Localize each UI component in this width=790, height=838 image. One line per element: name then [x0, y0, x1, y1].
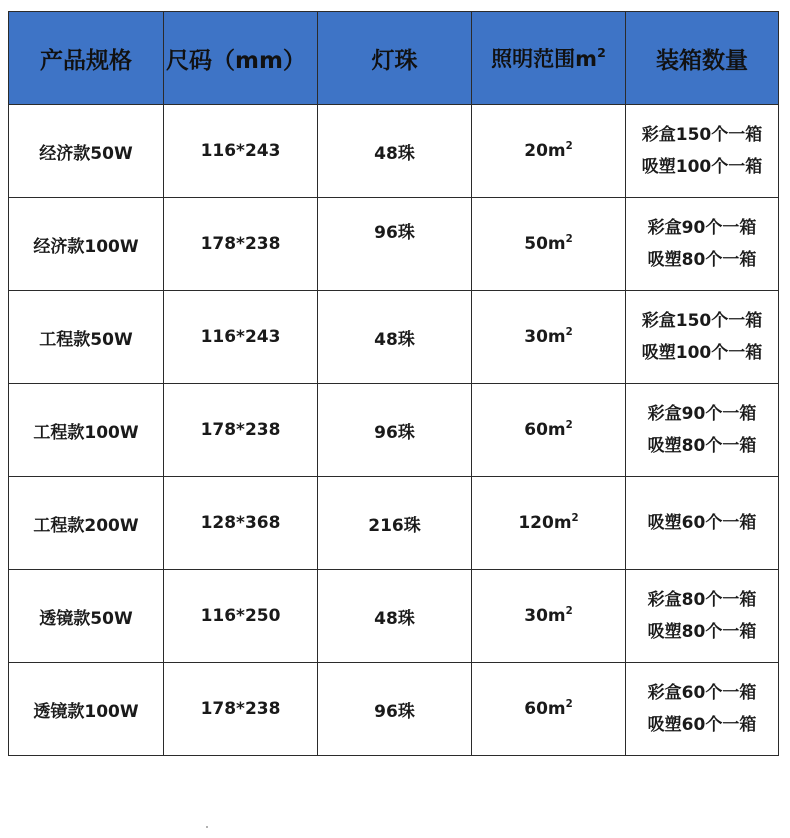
cell-area: [472, 570, 626, 663]
header-row: [9, 12, 779, 105]
cell-spec: 透镜款50W: [9, 570, 164, 663]
cell-area-value: 30m: [524, 606, 566, 626]
cell-size: 178*238: [164, 384, 318, 477]
cell-area-sup: 2: [565, 326, 573, 338]
packing-line: 彩盒60个一箱: [647, 683, 757, 703]
cell-beads: 48珠: [318, 291, 472, 384]
cell-area: [472, 663, 626, 756]
packing-line: 吸塑100个一箱: [641, 157, 763, 177]
cell-size: 116*243: [164, 105, 318, 198]
cell-packing: [626, 105, 779, 198]
packing-line: 彩盒90个一箱: [647, 404, 757, 424]
cell-area-sup: 2: [565, 419, 573, 431]
packing-line: 吸塑60个一箱: [647, 715, 757, 735]
cell-packing: [626, 570, 779, 663]
cell-beads: 48珠: [318, 105, 472, 198]
cell-area-value: 50m: [524, 234, 566, 254]
cell-spec: 工程款200W: [9, 477, 164, 570]
cell-area: [472, 477, 626, 570]
packing-line: 彩盒80个一箱: [647, 590, 757, 610]
table-row: [9, 477, 779, 570]
cell-spec: 工程款100W: [9, 384, 164, 477]
cell-spec: 透镜款100W: [9, 663, 164, 756]
cell-spec: 经济款100W: [9, 198, 164, 291]
cell-beads: 96珠: [318, 663, 472, 756]
cell-packing: [626, 663, 779, 756]
header-packing: 装箱数量: [626, 12, 779, 105]
cell-area-value: 60m: [524, 699, 566, 719]
cell-area-sup: 2: [565, 605, 573, 617]
product-spec-table: [8, 11, 779, 756]
cell-area: [472, 384, 626, 477]
packing-line: 吸塑80个一箱: [647, 622, 757, 642]
cell-packing: [626, 291, 779, 384]
table-row: [9, 291, 779, 384]
cell-area-sup: 2: [571, 512, 579, 524]
packing-line: 吸塑80个一箱: [647, 436, 757, 456]
header-beads: 灯珠: [318, 12, 472, 105]
cell-area-value: 120m: [518, 513, 572, 533]
packing-line: 吸塑100个一箱: [641, 343, 763, 363]
table-row: [9, 384, 779, 477]
packing-line: 吸塑80个一箱: [647, 250, 757, 270]
cell-area-value: 60m: [524, 420, 566, 440]
cell-size: 116*250: [164, 570, 318, 663]
header-size: 尺码（mm）: [164, 12, 318, 105]
table-row: [9, 570, 779, 663]
cell-area-value: 20m: [524, 141, 566, 161]
cell-packing: [626, 477, 779, 570]
table-row: [9, 198, 779, 291]
cell-beads: 48珠: [318, 570, 472, 663]
cell-area: [472, 105, 626, 198]
cell-beads: 216珠: [318, 477, 472, 570]
header-area-label: 照明范围m: [491, 47, 598, 71]
cell-area: [472, 291, 626, 384]
cell-size: 128*368: [164, 477, 318, 570]
cell-size: 178*238: [164, 663, 318, 756]
header-area-unit-sup: 2: [597, 45, 606, 61]
cell-spec: 工程款50W: [9, 291, 164, 384]
cell-area: [472, 198, 626, 291]
cell-beads: 96珠: [318, 384, 472, 477]
cell-area-sup: 2: [565, 698, 573, 710]
packing-line: 彩盒150个一箱: [641, 311, 763, 331]
packing-line: 彩盒150个一箱: [641, 125, 763, 145]
stray-dot: [206, 826, 208, 828]
cell-area-sup: 2: [565, 140, 573, 152]
cell-spec: 经济款50W: [9, 105, 164, 198]
cell-size: 116*243: [164, 291, 318, 384]
table-row: [9, 105, 779, 198]
header-spec: 产品规格: [9, 12, 164, 105]
packing-line: 吸塑60个一箱: [647, 513, 757, 533]
packing-line: 彩盒90个一箱: [647, 218, 757, 238]
cell-area-value: 30m: [524, 327, 566, 347]
cell-area-sup: 2: [565, 233, 573, 245]
header-area: [472, 12, 626, 105]
cell-beads: 96珠: [318, 198, 472, 291]
cell-packing: [626, 198, 779, 291]
cell-size: 178*238: [164, 198, 318, 291]
table-row: [9, 663, 779, 756]
cell-packing: [626, 384, 779, 477]
